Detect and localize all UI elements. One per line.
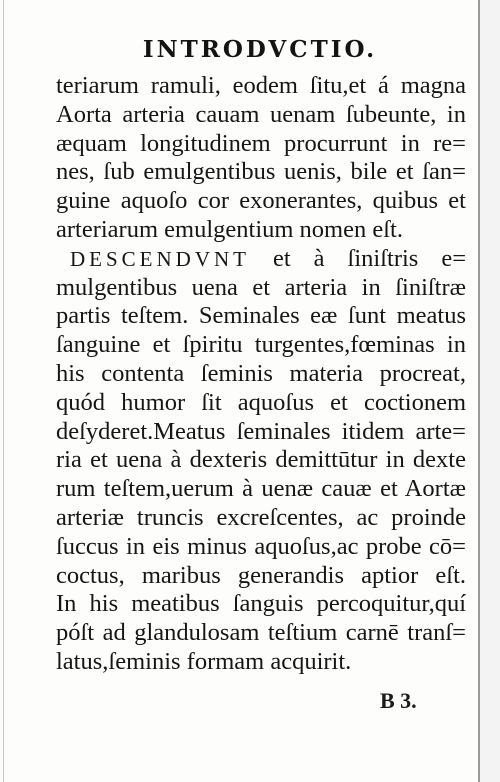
text-line-8: mulgentibus uena et arteria in ſiniſtræ — [56, 273, 466, 301]
text-line-21: latus,ſeminis formam acquirit. — [56, 647, 352, 675]
signature-mark: B 3. — [380, 688, 417, 713]
text-line-7-rest: et à ſiniſtris e= — [273, 244, 467, 272]
text-line-18: coctus, maribus generandis aptior eſt. — [56, 561, 466, 589]
text-line-14: ria et uena à dexteris demittūtur in dexte — [56, 446, 466, 474]
text-line-19: In his meatibus ſanguis percoquitur,quí — [56, 590, 466, 618]
text-line-20: póſt ad glandulosam teſtium carnē tranſ= — [56, 619, 466, 647]
text-line-5: guine aquoſo cor exonerantes, quibus et — [56, 187, 466, 215]
text-line-10: ſanguine et ſpiritu turgentes,fœminas in — [56, 331, 466, 359]
body-text — [56, 72, 466, 677]
text-line-6: arteriarum emulgentium nomen eſt. — [56, 215, 403, 243]
text-line-2: Aorta arteria cauam uenam ſubeunte, in — [56, 100, 466, 128]
running-head: INTRODVCTIO. — [142, 36, 378, 63]
text-line-12: quód humor ſit aquoſus et coctionem — [56, 388, 466, 416]
page-margin-right — [480, 0, 500, 782]
text-line-15: rum teſtem,uerum à uenæ cauæ et Aortæ — [56, 475, 466, 503]
text-line-7 — [56, 245, 466, 274]
page-edge-left — [3, 0, 4, 782]
text-line-4: nes, ſub emulgentibus uenis, bile et ſan= — [56, 158, 466, 186]
text-line-1: teriarum ramuli, eodem ſitu,et á magna — [56, 72, 466, 99]
section-lead-word: DESCENDVNT — [70, 246, 250, 271]
text-line-13: deſyderet.Meatus ſeminales itidem arte= — [56, 417, 466, 445]
text-line-11: his contenta ſeminis materia procreat, — [56, 359, 466, 387]
text-line-16: arteriæ truncis excreſcentes, ac proinde — [56, 503, 466, 531]
text-line-17: ſuccus in eis minus aquoſus,ac probe cō= — [56, 532, 466, 560]
text-line-9: partis teſtem. Seminales eæ ſunt meatus — [56, 302, 466, 330]
text-line-3: æquam longitudinem procurrunt in re= — [56, 129, 466, 157]
